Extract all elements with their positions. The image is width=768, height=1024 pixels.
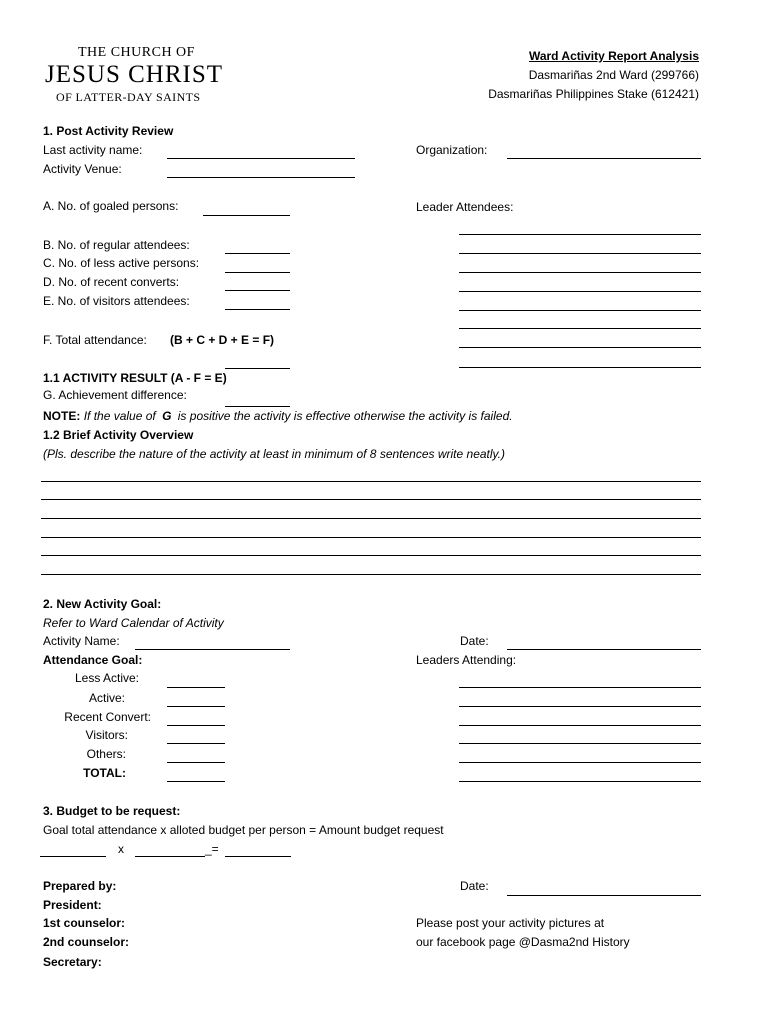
post-pictures-line2: our facebook page @Dasma2nd History — [416, 935, 630, 949]
leader-attendee-line-3[interactable] — [459, 272, 701, 273]
leader-attendee-line-7[interactable] — [459, 347, 701, 348]
secretary-label: Secretary: — [43, 955, 102, 969]
stake-name: Dasmariñas Philippines Stake (612421) — [488, 87, 699, 101]
church-logo-line2: JESUS CHRIST — [45, 61, 224, 88]
prepared-by-label: Prepared by: — [43, 879, 117, 893]
less-active-label: C. No. of less active persons: — [43, 256, 200, 270]
goal-total-label: TOTAL: — [83, 766, 126, 780]
signature-date-label: Date: — [460, 879, 489, 893]
visitors-label: E. No. of visitors attendees: — [43, 294, 190, 308]
second-counselor-label: 2nd counselor: — [43, 935, 130, 949]
overview-line-4[interactable] — [41, 537, 701, 538]
last-activity-label: Last activity name: — [43, 143, 143, 157]
note-part1: If the value of — [83, 409, 156, 423]
goal-others-label: Others: — [86, 747, 126, 761]
less-active-field[interactable] — [225, 272, 290, 273]
budget-equals: _= — [205, 842, 219, 856]
regular-attendees-field[interactable] — [225, 253, 290, 254]
post-pictures-line1: Please post your activity pictures at — [416, 916, 605, 930]
signature-date-field[interactable] — [507, 895, 701, 896]
leader-attendee-line-5[interactable] — [459, 310, 701, 311]
activity-name-label: Activity Name: — [43, 634, 120, 648]
leader-attending-line-4[interactable] — [459, 743, 701, 744]
activity-venue-field[interactable] — [167, 177, 355, 178]
visitors-field[interactable] — [225, 309, 290, 310]
overview-instructions: (Pls. describe the nature of the activity at least in minimum of 8 sentences write neatly.) — [43, 447, 505, 461]
goaled-persons-field[interactable] — [203, 215, 290, 216]
last-activity-field[interactable] — [167, 158, 355, 159]
achievement-label: G. Achievement difference: — [43, 388, 187, 402]
section3-heading: 3. Budget to be request: — [43, 804, 181, 818]
goal-recent-convert-field[interactable] — [167, 725, 225, 726]
leader-attendee-line-8[interactable] — [459, 367, 701, 368]
overview-line-6[interactable] — [41, 574, 701, 575]
total-attendance-label: F. Total attendance: — [43, 333, 147, 347]
overview-line-3[interactable] — [41, 518, 701, 519]
goal-active-field[interactable] — [167, 706, 225, 707]
goal-total-field[interactable] — [167, 781, 225, 782]
total-attendance-field[interactable] — [225, 368, 290, 369]
report-title: Ward Activity Report Analysis — [528, 49, 699, 63]
ward-name: Dasmariñas 2nd Ward (299766) — [528, 68, 699, 82]
church-logo-line3: OF LATTER-DAY SAINTS — [56, 90, 201, 104]
leader-attending-line-1[interactable] — [459, 687, 701, 688]
attendance-goal-label: Attendance Goal: — [43, 653, 143, 667]
leader-attending-line-3[interactable] — [459, 725, 701, 726]
total-formula: (B + C + D + E = F) — [170, 333, 275, 347]
leader-attendee-line-6[interactable] — [459, 328, 701, 329]
organization-label: Organization: — [416, 143, 488, 157]
budget-per-person-field[interactable] — [135, 856, 205, 857]
organization-field[interactable] — [507, 158, 701, 159]
church-logo-line1: THE CHURCH OF — [78, 45, 195, 60]
overview-line-1[interactable] — [41, 481, 701, 482]
regular-attendees-label: B. No. of regular attendees: — [43, 238, 190, 252]
date-field[interactable] — [507, 649, 701, 650]
budget-formula: Goal total attendance x alloted budget per person = Amount budget request — [43, 823, 444, 837]
leader-attendee-line-1[interactable] — [459, 234, 701, 235]
president-label: President: — [43, 898, 102, 912]
goal-less-active-label: Less Active: — [74, 671, 139, 685]
achievement-field[interactable] — [225, 406, 290, 407]
recent-converts-label: D. No. of recent converts: — [43, 275, 180, 289]
note-text — [43, 409, 513, 423]
goal-less-active-field[interactable] — [167, 687, 225, 688]
goal-active-label: Active: — [88, 691, 125, 705]
goal-others-field[interactable] — [167, 762, 225, 763]
budget-multiply: x — [118, 842, 124, 856]
leader-attending-line-2[interactable] — [459, 706, 701, 707]
section1-heading: 1. Post Activity Review — [43, 124, 174, 138]
recent-converts-field[interactable] — [225, 290, 290, 291]
first-counselor-label: 1st counselor: — [43, 916, 126, 930]
leader-attendee-line-2[interactable] — [459, 253, 701, 254]
activity-result-heading: 1.1 ACTIVITY RESULT (A - F = E) — [43, 371, 227, 385]
leaders-attending-label: Leaders Attending: — [416, 653, 517, 667]
leader-attendee-line-4[interactable] — [459, 291, 701, 292]
leader-attending-line-5[interactable] — [459, 762, 701, 763]
goaled-persons-label: A. No. of goaled persons: — [43, 199, 179, 213]
leader-attending-line-6[interactable] — [459, 781, 701, 782]
refer-calendar: Refer to Ward Calendar of Activity — [43, 616, 224, 630]
note-part2: is positive the activity is effective otherwise the activity is failed. — [177, 409, 513, 423]
goal-visitors-field[interactable] — [167, 743, 225, 744]
activity-name-field[interactable] — [135, 649, 290, 650]
leader-attendees-label: Leader Attendees: — [416, 200, 514, 214]
note-label: NOTE: — [43, 409, 81, 423]
date-label: Date: — [460, 634, 489, 648]
goal-recent-convert-label: Recent Convert: — [64, 710, 151, 724]
budget-attendance-field[interactable] — [40, 856, 106, 857]
overview-line-5[interactable] — [41, 555, 701, 556]
note-g: G — [162, 409, 172, 423]
section2-heading: 2. New Activity Goal: — [43, 597, 162, 611]
overview-heading: 1.2 Brief Activity Overview — [43, 428, 194, 442]
goal-visitors-label: Visitors: — [85, 728, 128, 742]
budget-amount-field[interactable] — [225, 856, 291, 857]
overview-line-2[interactable] — [41, 499, 701, 500]
activity-venue-label: Activity Venue: — [43, 162, 122, 176]
